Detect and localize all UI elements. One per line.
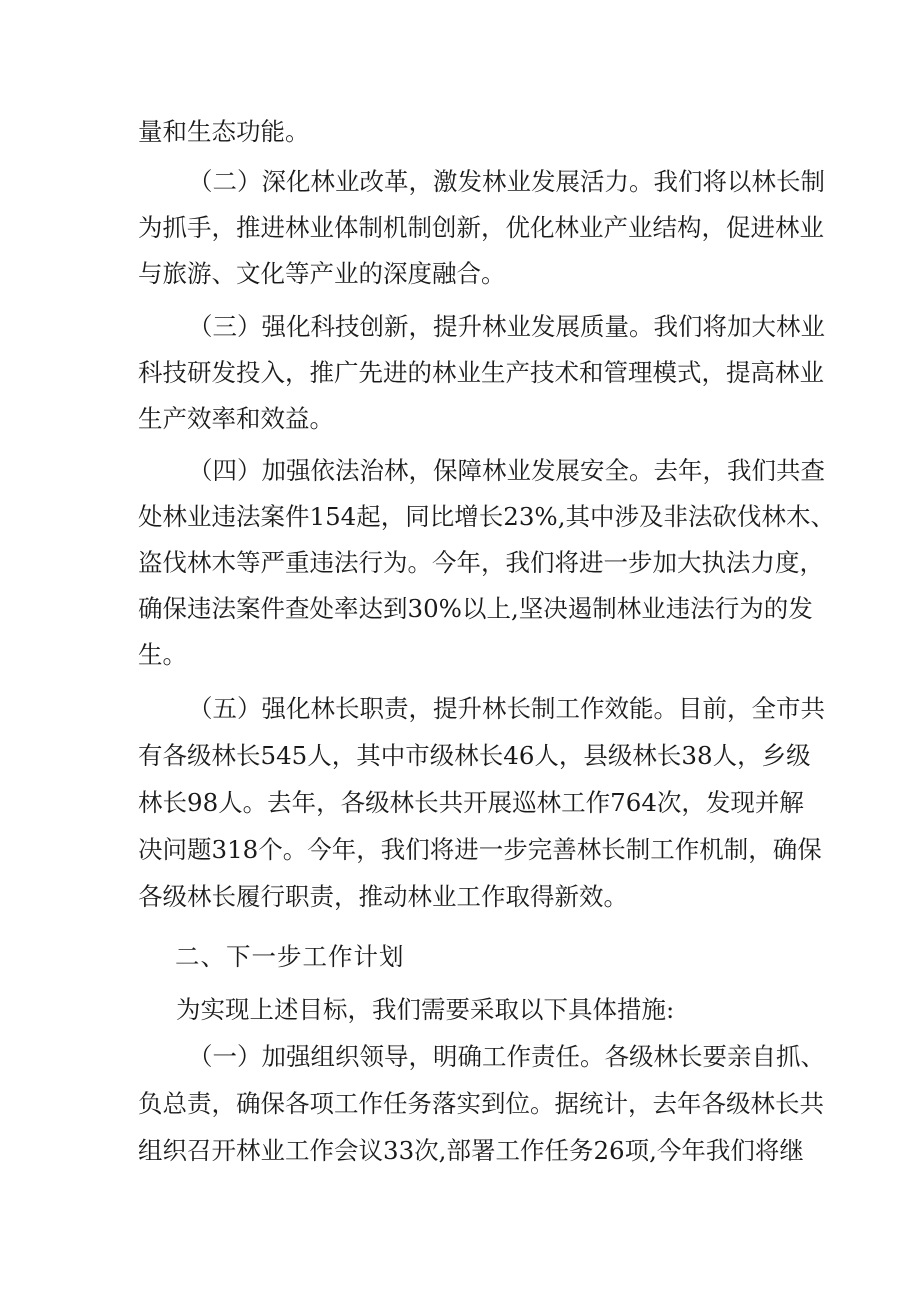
paragraph-line: 处林业违法案件154起，同比增长23%,其中涉及非法砍伐林木、 <box>138 502 836 531</box>
paragraph-line: 为实现上述目标，我们需要采取以下具体措施: <box>176 995 675 1024</box>
paragraph-line: 生产效率和效益。 <box>138 404 334 433</box>
paragraph-line: 为抓手，推进林业体制机制创新，优化林业产业结构，促进林业 <box>138 213 824 242</box>
paragraph-line: 科技研发投入，推广先进的林业生产技术和管理模式，提高林业 <box>138 358 824 387</box>
paragraph-line: 确保违法案件查处率达到30%以上,坚决遏制林业违法行为的发 <box>138 594 813 623</box>
paragraph-line: 决问题318个。今年，我们将进一步完善林长制工作机制，确保 <box>138 835 822 864</box>
section-heading: 二、下一步工作计划 <box>175 942 405 971</box>
paragraph-line: 与旅游、文化等产业的深度融合。 <box>138 259 506 288</box>
paragraph-line: （五）强化林长职责，提升林长制工作效能。目前，全市共 <box>188 694 825 723</box>
paragraph-line: 各级林长履行职责，推动林业工作取得新效。 <box>138 882 628 911</box>
paragraph-line: 量和生态功能。 <box>138 117 310 146</box>
paragraph-line: 有各级林长545人，其中市级林长46人，县级林长38人，乡级 <box>138 741 811 770</box>
paragraph-line: （二）深化林业改革，激发林业发展活力。我们将以林长制 <box>188 167 825 196</box>
paragraph-line: （三）强化科技创新，提升林业发展质量。我们将加大林业 <box>188 312 825 341</box>
paragraph-line: （四）加强依法治林，保障林业发展安全。去年，我们共查 <box>188 456 825 485</box>
paragraph-line: 负总责，确保各项工作任务落实到位。据统计，去年各级林长共 <box>138 1089 824 1118</box>
paragraph-line: 生。 <box>138 640 187 669</box>
paragraph-line: 组织召开林业工作会议33次,部署工作任务26项,今年我们将继 <box>138 1136 804 1165</box>
paragraph-line: （一）加强组织领导，明确工作责任。各级林长要亲自抓、 <box>188 1042 825 1071</box>
paragraph-line: 盗伐林木等严重违法行为。今年，我们将进一步加大执法力度， <box>138 548 824 577</box>
paragraph-line: 林长98人。去年，各级林长共开展巡林工作764次，发现并解 <box>138 788 804 817</box>
